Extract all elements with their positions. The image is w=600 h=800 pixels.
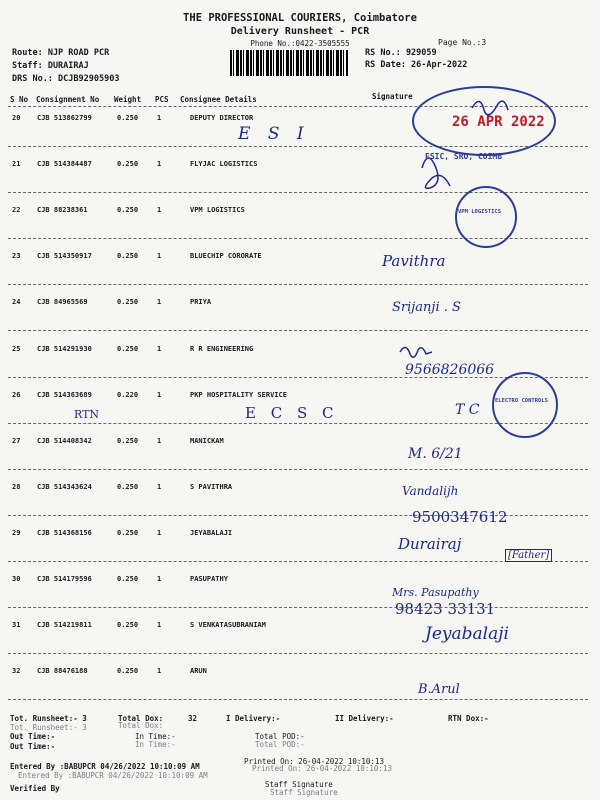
staff-signature-ghost: Staff Signature: [270, 788, 338, 797]
handwritten-phone-28: 9500347612: [412, 508, 508, 526]
row-consignment-no: CJB 514363689: [37, 390, 92, 399]
row-pcs: 1: [157, 575, 162, 583]
signature-row-23: Pavithra: [382, 252, 446, 270]
first-delivery: I Delivery:-: [226, 714, 281, 723]
row-consignee: MANICKAM: [190, 436, 224, 445]
signature-row-32: B.Arul: [418, 682, 460, 697]
out-time-2: Out Time:-: [10, 742, 56, 751]
row-consignee: DEPUTY DIRECTOR: [190, 114, 254, 122]
row-weight: 0.250: [117, 621, 139, 630]
rs-number: RS No.: 929059: [365, 48, 437, 58]
rtn-dox: RTN Dox:-: [448, 714, 489, 723]
handwritten-tc: T C: [455, 402, 480, 418]
row-sno: 27: [12, 436, 21, 445]
row-consignee: PKP HOSPITALITY SERVICE: [190, 390, 287, 399]
row-weight: 0.250: [117, 206, 139, 215]
row-consignment-no: CJB 514350917: [37, 252, 92, 261]
row-consignee: ARUN: [190, 667, 207, 676]
signature-row-29: Durairaj: [398, 535, 462, 553]
row-sno: 26: [12, 390, 21, 399]
row-sno: 22: [12, 206, 21, 215]
row-consignee: FLYJAC LOGISTICS: [190, 160, 258, 169]
col-weight: Weight: [114, 95, 142, 104]
col-consignment: Consignment No: [36, 95, 100, 104]
col-sno: S No: [10, 95, 29, 104]
row-pcs: 1: [157, 252, 162, 261]
row-weight: 0.250: [117, 436, 139, 445]
row-weight: 0.220: [117, 390, 139, 399]
document-title: Delivery Runsheet - PCR: [230, 26, 370, 37]
signature-row-28: Vandalijh: [402, 484, 459, 498]
row-pcs: 1: [157, 667, 162, 676]
total-dox-ghost: Total Dox:: [118, 721, 164, 730]
handwritten-ecsc: E C S C: [245, 404, 339, 422]
row-consignment-no: CJB 514368156: [37, 528, 92, 537]
row-weight: 0.250: [117, 575, 139, 583]
row-consignment-no: CJB 514291930: [37, 344, 92, 353]
in-time-2: In Time:-: [135, 740, 176, 749]
row-consignee: S VENKATASUBRANIAM: [190, 621, 266, 630]
printed-on-ghost: Printed On: 26-04-2022 10:10:13: [252, 764, 392, 773]
row-pcs: 1: [157, 621, 162, 630]
entered-by: Entered By :BABUPCR 04/26/2022 10:10:09 AM: [10, 762, 200, 771]
row-consignment-no: CJB 88476188: [37, 667, 88, 676]
row-pcs: 1: [157, 160, 162, 169]
row-consignee: VPM LOGISTICS: [190, 206, 245, 215]
row-pcs: 1: [157, 390, 162, 399]
row-pcs: 1: [157, 298, 162, 307]
handwritten-phone-25: 9566826066: [405, 362, 495, 378]
total-dox-label: Total Dox:: [118, 714, 164, 723]
staff: Staff: DURAIRAJ: [12, 61, 89, 71]
total-runsheet: Tot. Runsheet:- 3: [10, 714, 87, 723]
row-pcs: 1: [157, 206, 162, 215]
row-consignee: S PAVITHRA: [190, 482, 233, 491]
rs-date: RS Date: 26-Apr-2022: [365, 60, 468, 70]
total-runsheet-ghost: Tot. Runsheet:- 3: [10, 723, 87, 732]
in-time: In Time:-: [135, 732, 176, 741]
phone-number: Phone No.:0422-3505555: [250, 39, 350, 48]
row-sno: 24: [12, 298, 21, 307]
row-consignment-no: CJB 513862799: [37, 114, 92, 122]
row-consignee: PASUPATHY: [190, 575, 228, 583]
row-weight: 0.250: [117, 252, 139, 261]
row-sno: 29: [12, 528, 21, 537]
drs-number: DRS No.: DCJB92905903: [12, 74, 120, 84]
verified-by: Verified By: [10, 784, 60, 793]
handwritten-phone-30: 98423 33131: [395, 600, 496, 618]
row-weight: 0.250: [117, 114, 139, 122]
row-consignee: JEYABALAJI: [190, 528, 233, 537]
total-pod-2: Total POD:-: [255, 740, 305, 749]
esic-stamp-text: ESIC, SRO, COIMB: [425, 152, 503, 161]
row-consignment-no: CJB 514384487: [37, 160, 92, 169]
total-pod: Total POD:-: [255, 732, 305, 741]
row-sno: 25: [12, 344, 21, 353]
row-consignee: BLUECHIP CORORATE: [190, 252, 262, 261]
row-sno: 32: [12, 667, 21, 676]
row-pcs: 1: [157, 344, 162, 353]
signature-row-31: Jeyabalaji: [425, 624, 509, 644]
route: Route: NJP ROAD PCR: [12, 48, 110, 58]
row-consignment-no: CJB 514179596: [37, 575, 92, 583]
vpm-stamp-text: VPM LOGISTICS: [458, 209, 502, 215]
signature-row-27: M. 6/21: [408, 446, 463, 462]
row-pcs: 1: [157, 114, 162, 122]
handwritten-father-note: [Father]: [505, 549, 552, 562]
handwritten-esi: E S I: [238, 124, 310, 144]
row-consignment-no: CJB 514408342: [37, 436, 92, 445]
row-pcs: 1: [157, 482, 162, 491]
row-weight: 0.250: [117, 482, 139, 491]
col-signature: Signature: [372, 92, 413, 101]
ecsc-stamp-text: ELECTRO CONTROLS: [495, 398, 548, 404]
row-pcs: 1: [157, 528, 162, 537]
staff-signature: Staff Signature: [265, 780, 333, 789]
row-sno: 20: [12, 114, 21, 122]
printed-on: Printed On: 26-04-2022 10:10:13: [244, 757, 384, 766]
row-consignee: R R ENGINEERING: [190, 344, 254, 353]
row-consignment-no: CJB 84965569: [37, 298, 88, 307]
col-pcs: PCS: [155, 95, 169, 104]
ecsc-stamp: [492, 372, 558, 438]
signature-row-30: Mrs. Pasupathy: [392, 586, 479, 599]
row-sno: 31: [12, 621, 21, 630]
stamp-date: 26 APR 2022: [452, 114, 545, 130]
row-sno: 28: [12, 482, 21, 491]
row-sno: 30: [12, 575, 21, 583]
row-sno: 23: [12, 252, 21, 261]
entered-by-ghost: Entered By :BABUPCR 04/26/2022 10:10:09 AM: [18, 771, 208, 780]
row-weight: 0.250: [117, 667, 139, 676]
second-delivery: II Delivery:-: [335, 714, 394, 723]
total-dox-value: 32: [188, 714, 198, 723]
row-weight: 0.250: [117, 528, 139, 537]
row-consignment-no: CJB 88238361: [37, 206, 88, 215]
col-consignee: Consignee Details: [180, 95, 257, 104]
row-weight: 0.250: [117, 344, 139, 353]
signature-row-24: Srijanji . S: [392, 300, 461, 315]
row-pcs: 1: [157, 436, 162, 445]
out-time: Out Time:-: [10, 732, 56, 741]
signature-row-25: [400, 347, 432, 357]
row-weight: 0.250: [117, 160, 139, 169]
signature-row-21: [422, 158, 450, 188]
row-consignment-no: CJB 514343624: [37, 482, 92, 491]
company-title: THE PROFESSIONAL COURIERS, Coimbatore: [183, 12, 417, 24]
row-weight: 0.250: [117, 298, 139, 307]
row-sno: 21: [12, 160, 21, 169]
row-consignee: PRIYA: [190, 298, 212, 307]
handwritten-rtn: RTN: [74, 408, 100, 421]
vpm-stamp: [455, 186, 517, 248]
row-consignment-no: CJB 514219811: [37, 621, 92, 630]
page-number: Page No.:3: [438, 38, 487, 47]
